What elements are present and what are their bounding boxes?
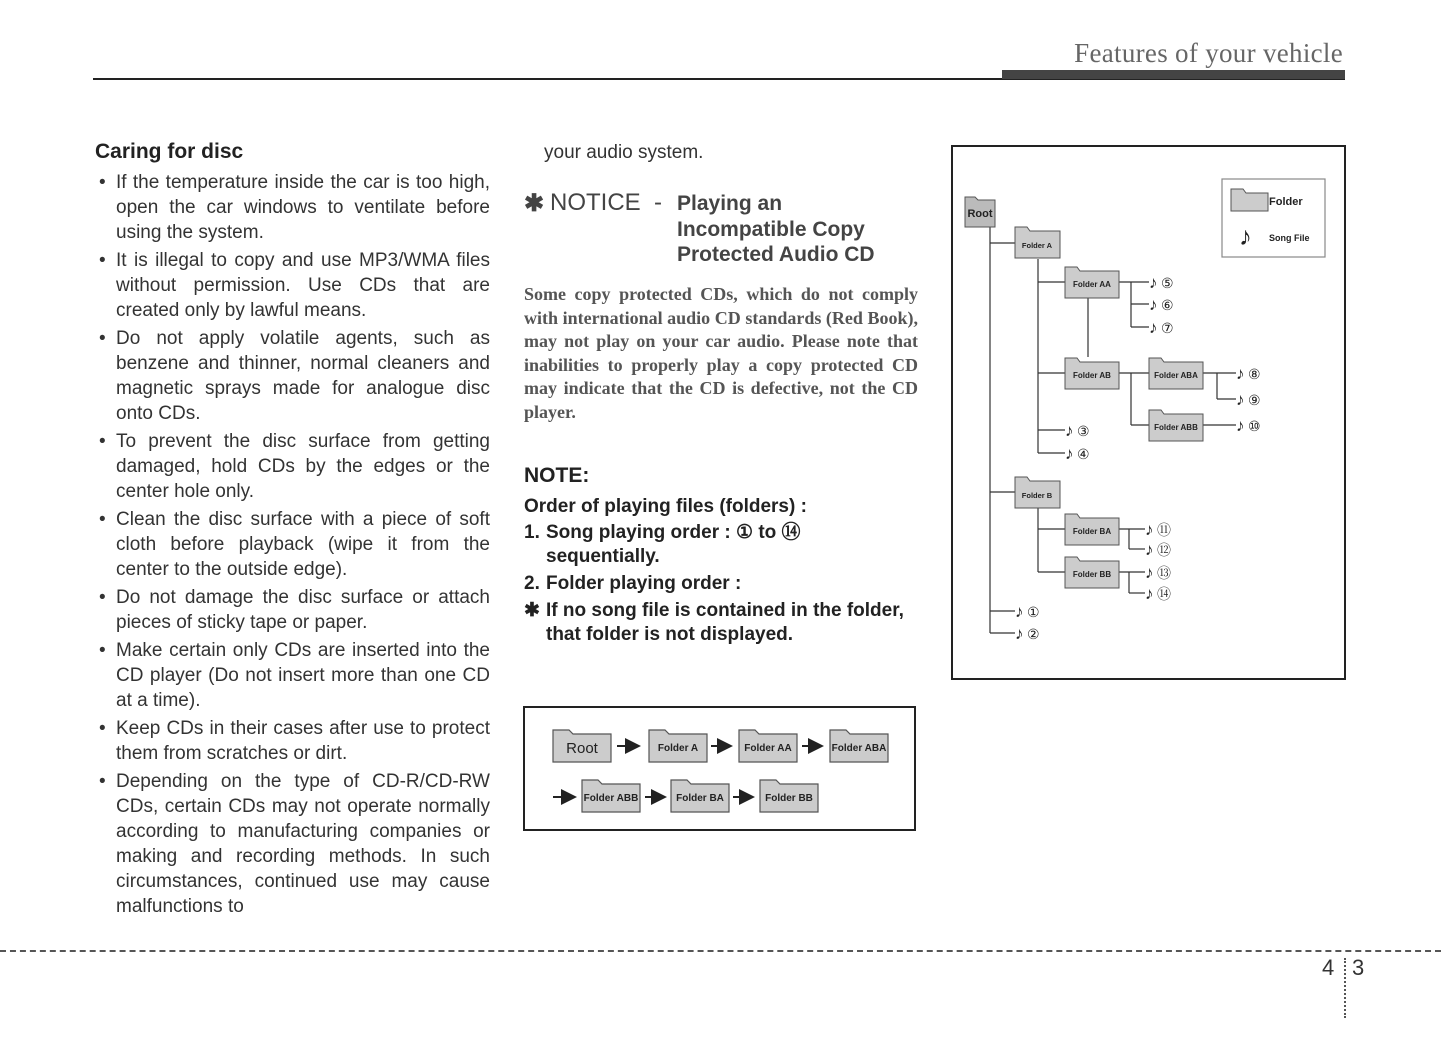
note-item	[524, 572, 918, 596]
notice-label: NOTICE	[550, 189, 641, 216]
caring-bullet: • To prevent the disc surface from getting damaged, hold CDs by the edges or the center hole only.	[95, 429, 490, 504]
tree-folder-aba	[1149, 358, 1203, 389]
caring-bullet: • If the temperature inside the car is too high, open the car windows to ventilate before using the system.	[95, 170, 490, 245]
svg-text:Folder ABA: Folder ABA	[1154, 371, 1198, 380]
caring-bullet: • Keep CDs in their cases after use to protect them from scratches or dirt.	[95, 716, 490, 766]
song-9: ⑨	[1248, 392, 1261, 408]
song-7: ⑦	[1161, 320, 1174, 336]
folder-tree-diagram	[951, 145, 1346, 680]
note-item-text: Folder playing order :	[546, 573, 742, 594]
svg-text:Folder B: Folder B	[1021, 491, 1053, 500]
song-note-icon: ♪	[1145, 520, 1154, 539]
continuation-text: your audio system.	[544, 142, 704, 163]
order-folder-aa-icon	[739, 730, 797, 762]
note-item	[524, 599, 918, 647]
page-number: 3	[1352, 955, 1365, 980]
page-number-separator	[1344, 958, 1346, 1018]
tree-songs	[1015, 273, 1261, 643]
caring-bullet: • Depending on the type of CD-R/CD-RW CDs, certain CDs may not operate normally according to manufacturing companies or making and recording methods. In such circumstances, continued use may cause malfunctions to	[95, 769, 490, 919]
note-item-text: Song playing order : ① to ⑭ sequentially.	[546, 522, 801, 567]
notice-dash: -	[654, 189, 662, 216]
tree-folder-ab	[1065, 358, 1119, 389]
tree-folder-ba	[1065, 514, 1119, 545]
song-note-icon: ♪	[1145, 584, 1154, 603]
song-14: ⑭	[1157, 586, 1171, 602]
song-note-icon: ♪	[1236, 390, 1245, 409]
caring-bullet: • It is illegal to copy and use MP3/WMA files without permission. Use CDs that are created only by lawful means.	[95, 248, 490, 323]
song-1: ①	[1027, 604, 1040, 620]
order-folder-ba-icon	[671, 780, 729, 812]
song-note-icon: ♪	[1065, 444, 1074, 463]
caring-bullet: • Make certain only CDs are inserted into the CD player (Do not insert more than one CD at a time).	[95, 638, 490, 713]
notice-star: ✱	[524, 190, 545, 217]
note-item-num: ✱	[524, 600, 540, 621]
svg-text:Folder BA: Folder BA	[1072, 527, 1112, 536]
caring-bullet: • Do not apply volatile agents, such as benzene and thinner, normal cleaners and magnetic sprays made for analogue disc onto CDs.	[95, 326, 490, 426]
notice-body: Some copy protected CDs, which do not comply with international audio CD standards (Red Book), may not play on your car audio. Please note that inabilities to properly play a copy protected CD may indicate that the CD is defective, not the CD player.	[524, 284, 918, 422]
note-item-num: 2.	[524, 573, 540, 594]
order-folder-aba-icon	[830, 730, 888, 762]
order-folder-ba-label: Folder BA	[676, 793, 724, 804]
tree-folder-b	[1015, 477, 1060, 508]
note-item	[524, 521, 918, 569]
svg-text:Folder ABB: Folder ABB	[1154, 423, 1198, 432]
tree-folder-root	[965, 197, 995, 227]
order-folder-a-label: Folder A	[657, 743, 699, 754]
song-5: ⑤	[1161, 275, 1174, 291]
order-folder-bb-label: Folder BB	[765, 793, 813, 804]
song-note-icon: ♪	[1236, 416, 1245, 435]
page-section-number: 4	[1322, 955, 1335, 980]
order-folder-aba-label: Folder ABA	[831, 743, 887, 754]
song-note-icon: ♪	[1015, 602, 1024, 621]
legend-folder-label: Folder	[1269, 196, 1303, 208]
song-note-icon: ♪	[1149, 318, 1158, 337]
caring-list	[95, 170, 490, 919]
svg-text:Folder A: Folder A	[1021, 241, 1053, 250]
order-folder-bb-icon	[760, 780, 818, 812]
tree-folder-aa	[1065, 267, 1119, 298]
song-6: ⑥	[1161, 297, 1174, 313]
song-note-icon: ♪	[1149, 273, 1158, 292]
order-folder-abb-icon	[582, 780, 640, 812]
order-folder-root-label: Root	[566, 740, 598, 757]
order-folder-aa-label: Folder AA	[744, 743, 792, 754]
notice-heading	[524, 189, 918, 271]
song-2: ②	[1027, 626, 1040, 642]
song-8: ⑧	[1248, 366, 1261, 382]
folder-order-svg	[525, 708, 914, 829]
song-3: ③	[1077, 423, 1090, 439]
svg-text:Folder AB: Folder AB	[1073, 371, 1111, 380]
order-folder-root-icon	[553, 729, 611, 762]
song-note-icon: ♪	[1015, 624, 1024, 643]
legend-song-icon: ♪	[1239, 221, 1252, 251]
song-11: ⑪	[1157, 522, 1171, 538]
header-bar	[1002, 70, 1345, 79]
song-13: ⑬	[1157, 565, 1171, 581]
order-folder-abb-label: Folder ABB	[583, 793, 639, 804]
song-note-icon: ♪	[1236, 364, 1245, 383]
note-item-text: If no song file is contained in the folder, that folder is not displayed.	[546, 600, 904, 645]
tree-folder-bb	[1065, 557, 1119, 588]
folder-tree-svg	[953, 147, 1344, 678]
caring-section	[95, 140, 490, 922]
svg-text:Root: Root	[967, 208, 993, 220]
legend-song-label: Song File	[1269, 233, 1310, 243]
note-heading: NOTE:	[524, 464, 590, 487]
notice-title: Playing an Incompatible Copy Protected Audio CD	[677, 192, 875, 266]
song-note-icon: ♪	[1149, 295, 1158, 314]
tree-folder-a	[1015, 227, 1060, 258]
page-header-title: Features of your vehicle	[1074, 38, 1343, 68]
song-note-icon: ♪	[1065, 421, 1074, 440]
folder-order-diagram	[523, 706, 916, 831]
caring-bullet: • Do not damage the disc surface or attach pieces of sticky tape or paper.	[95, 585, 490, 635]
footer-dashed-rule	[0, 950, 1441, 952]
svg-text:Folder BB: Folder BB	[1072, 570, 1112, 579]
tree-folder-abb	[1149, 410, 1203, 441]
notice-column	[524, 140, 918, 647]
note-item-num: 1.	[524, 522, 540, 543]
song-note-icon: ♪	[1145, 563, 1154, 582]
song-10: ⑩	[1248, 418, 1261, 434]
order-folder-a-icon	[649, 730, 707, 762]
note-subheading: Order of playing files (folders) :	[524, 496, 807, 517]
caring-heading: Caring for disc	[95, 140, 244, 163]
song-12: ⑫	[1157, 542, 1171, 558]
song-4: ④	[1077, 446, 1090, 462]
caring-bullet: • Clean the disc surface with a piece of soft cloth before playback (wipe it from the center to the outside edge).	[95, 507, 490, 582]
song-note-icon: ♪	[1145, 540, 1154, 559]
svg-text:Folder AA: Folder AA	[1073, 280, 1111, 289]
